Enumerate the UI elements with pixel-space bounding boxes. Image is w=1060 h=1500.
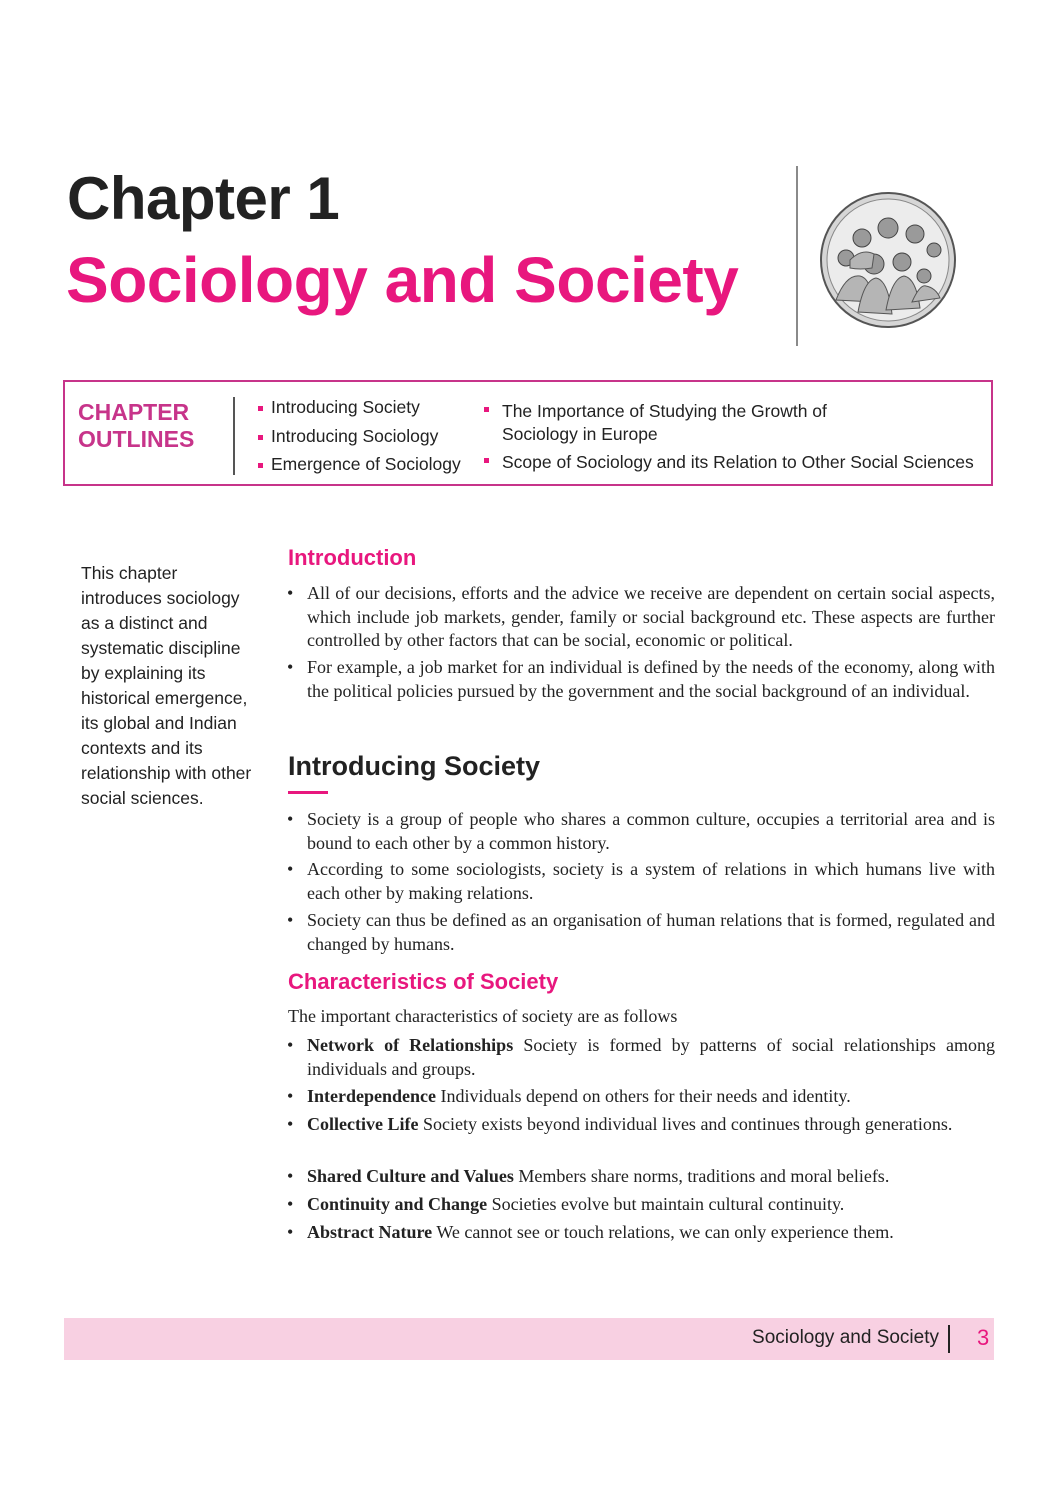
characteristic-text: Members share norms, traditions and moral beliefs.	[518, 1166, 890, 1186]
sidebar-note: This chapter introduces sociology as a distinct and systematic discipline by explaining its historical emergence, its global and Indian contexts and its relationship with other social sciences.	[81, 563, 252, 808]
characteristic-text: Societies evolve but maintain cultural continuity.	[491, 1194, 845, 1214]
society-bullet: • According to some sociologists, society is a system of relations in which humans live with each other by making relations.	[307, 858, 995, 905]
people-group-medallion-icon	[816, 190, 960, 330]
introduction-bullet: • All of our decisions, efforts and the advice we receive are dependent on certain social aspects, which include job markets, gender, family or social background etc. These aspects are further controlled by other factors that can be social, economic or political.	[307, 582, 995, 653]
footer-divider	[948, 1325, 950, 1353]
introduction-bullet: • For example, a job market for an individual is defined by the needs of the economy, along with the political policies pursued by the government and the social background of an individual.	[307, 656, 995, 703]
outline-item: Sociology in Europe	[502, 424, 658, 444]
characteristic-term: Continuity and Change	[307, 1194, 488, 1214]
outline-heading-line1: CHAPTER	[78, 399, 190, 425]
outline-item: Introducing Society	[271, 397, 420, 417]
characteristic-text: Individuals depend on others for their needs and identity.	[440, 1086, 851, 1106]
introduction-heading: Introduction	[288, 545, 417, 570]
outline-bullet	[258, 406, 263, 411]
outline-item: Introducing Sociology	[271, 426, 439, 446]
characteristic-term: Collective Life	[307, 1114, 419, 1134]
outline-item: The Importance of Studying the Growth of	[502, 401, 827, 421]
characteristic-term: Network of Relationships	[307, 1035, 514, 1055]
header-divider	[796, 166, 798, 346]
outline-item: Scope of Sociology and its Relation to Other Social Sciences	[502, 452, 974, 472]
characteristics-intro: The important characteristics of society are as follows	[288, 1006, 678, 1026]
characteristics-heading: Characteristics of Society	[288, 969, 559, 994]
heading-underline	[288, 791, 328, 794]
characteristic-item	[307, 1221, 995, 1245]
society-bullet: • Society is a group of people who shares a common culture, occupies a territorial area and is bound to each other by a common history.	[307, 808, 995, 855]
chapter-title: Sociology and Society	[66, 244, 739, 316]
characteristic-term: Shared Culture and Values	[307, 1166, 514, 1186]
characteristic-item	[307, 1193, 995, 1217]
outline-bullet	[258, 463, 263, 468]
characteristic-term: Interdependence	[307, 1086, 436, 1106]
characteristic-term: Abstract Nature	[307, 1222, 433, 1242]
characteristic-item	[307, 1165, 995, 1189]
chapter-label: Chapter 1	[67, 165, 340, 232]
characteristic-item	[307, 1113, 995, 1137]
outline-bullet	[258, 435, 263, 440]
footer-title: Sociology and Society	[752, 1327, 939, 1348]
characteristic-item	[307, 1034, 995, 1081]
chapter-outline-heading	[78, 399, 194, 453]
characteristic-text: Society is formed by patterns of social relationships among individuals and groups.	[307, 1035, 995, 1079]
characteristic-text: We cannot see or touch relations, we can only experience them.	[436, 1222, 894, 1242]
outline-heading-line2: OUTLINES	[78, 426, 195, 452]
outline-bullet	[484, 407, 489, 412]
characteristic-text: Society exists beyond individual lives and continues through generations.	[422, 1114, 953, 1134]
society-bullet: • Society can thus be defined as an organisation of human relations that is formed, regulated and changed by humans.	[307, 909, 995, 956]
characteristic-item	[307, 1085, 995, 1109]
outline-divider	[233, 397, 235, 475]
outline-item: Emergence of Sociology	[271, 454, 461, 474]
outline-bullet	[484, 458, 489, 463]
page-number: 3	[977, 1325, 990, 1350]
introducing-society-heading: Introducing Society	[288, 751, 541, 781]
